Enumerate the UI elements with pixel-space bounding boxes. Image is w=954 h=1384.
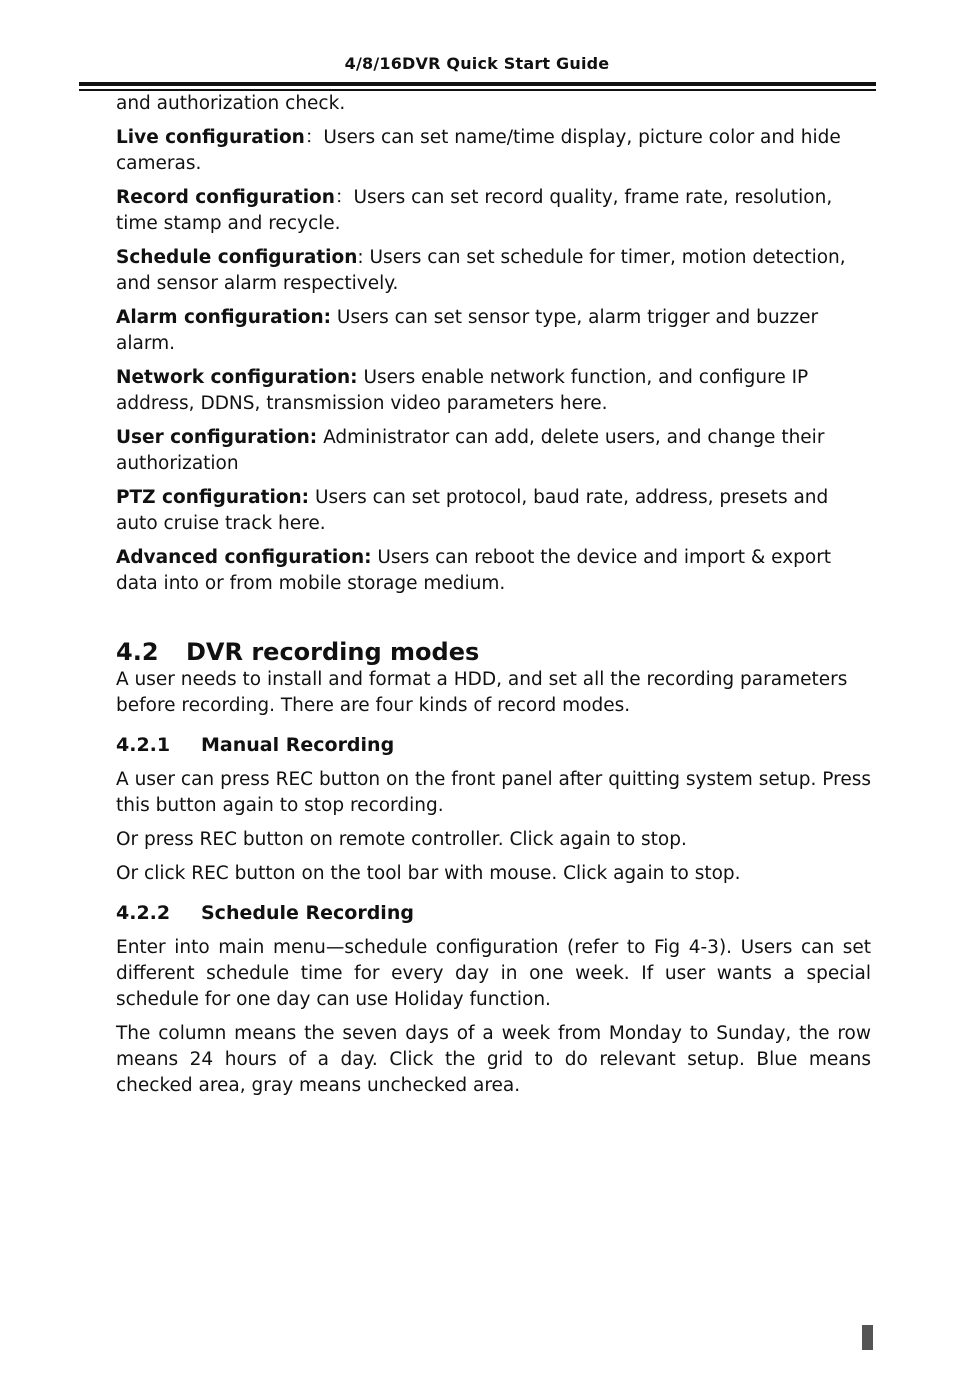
manual-paragraph: A user can press REC button on the front panel after quitting system setup. Press this button again to stop recording.: [116, 769, 871, 816]
config-item-user: [116, 425, 871, 477]
schedule-paragraph: The column means the seven days of a week from Monday to Sunday, the row means 24 hours of a day. Click the grid to do relevant setup. Blue means checked area, gray means unchecked area.: [116, 1023, 871, 1096]
config-text: Users can set record quality, frame rate, resolution, time stamp and recycle.: [116, 187, 833, 234]
config-item-network: [116, 365, 871, 417]
config-label: Network configuration:: [116, 367, 358, 388]
section-heading: [116, 637, 871, 667]
config-label: Record configuration: [116, 187, 335, 208]
config-item-alarm: [116, 305, 871, 357]
config-text: Users can reboot the device and import & export data into or from mobile storage medium.: [116, 547, 832, 594]
continuation-text: and authorization check.: [116, 93, 346, 114]
subsection-title: Schedule Recording: [201, 902, 414, 924]
header-rule-thick: [79, 82, 876, 86]
page-content: [116, 91, 871, 1107]
config-text: Users can set schedule for timer, motion detection, and sensor alarm respectively.: [116, 247, 846, 294]
config-sep: ：: [334, 187, 354, 208]
section-intro: A user needs to install and format a HDD, and set all the recording parameters before recording. There are four kinds of record modes.: [116, 669, 848, 716]
config-label: Schedule configuration: [116, 247, 358, 268]
config-label: Live configuration: [116, 127, 305, 148]
config-text: Users can set sensor type, alarm trigger and buzzer alarm.: [116, 307, 819, 354]
page-edge-tab: [862, 1325, 873, 1350]
config-item-ptz: [116, 485, 871, 537]
config-item-record: [116, 185, 871, 237]
config-item-schedule: [116, 245, 871, 297]
config-sep: :: [357, 247, 364, 268]
subsection-number: 4.2.2: [116, 902, 171, 924]
config-item-live: [116, 125, 871, 177]
manual-paragraph: Or press REC button on remote controller. Click again to stop.: [116, 829, 687, 850]
config-item-advanced: [116, 545, 871, 597]
config-text: Administrator can add, delete users, and change their authorization: [116, 427, 825, 474]
section-number: 4.2: [116, 638, 159, 666]
subsection-heading-schedule: [116, 899, 871, 927]
config-text: Users can set name/time display, picture color and hide cameras.: [116, 127, 841, 174]
schedule-paragraph: Enter into main menu—schedule configuration (refer to Fig 4-3). Users can set different schedule time for every day in one week. If user wants a special schedule for one day can use Holiday function.: [116, 937, 871, 1010]
config-label: Alarm configuration:: [116, 307, 332, 328]
subsection-number: 4.2.1: [116, 734, 171, 756]
subsection-heading-manual: [116, 731, 871, 759]
config-sep: ：: [304, 127, 324, 148]
config-label: User configuration:: [116, 427, 318, 448]
subsection-title: Manual Recording: [201, 734, 395, 756]
config-label: Advanced configuration:: [116, 547, 372, 568]
config-label: PTZ configuration:: [116, 487, 310, 508]
config-text: Users can set protocol, baud rate, address, presets and auto cruise track here.: [116, 487, 829, 534]
page-header: 4/8/16DVR Quick Start Guide: [344, 54, 610, 73]
manual-paragraph: Or click REC button on the tool bar with mouse. Click again to stop.: [116, 863, 741, 884]
config-text: Users enable network function, and configure IP address, DDNS, transmission video parameters here.: [116, 367, 809, 414]
section-title: DVR recording modes: [186, 638, 480, 666]
